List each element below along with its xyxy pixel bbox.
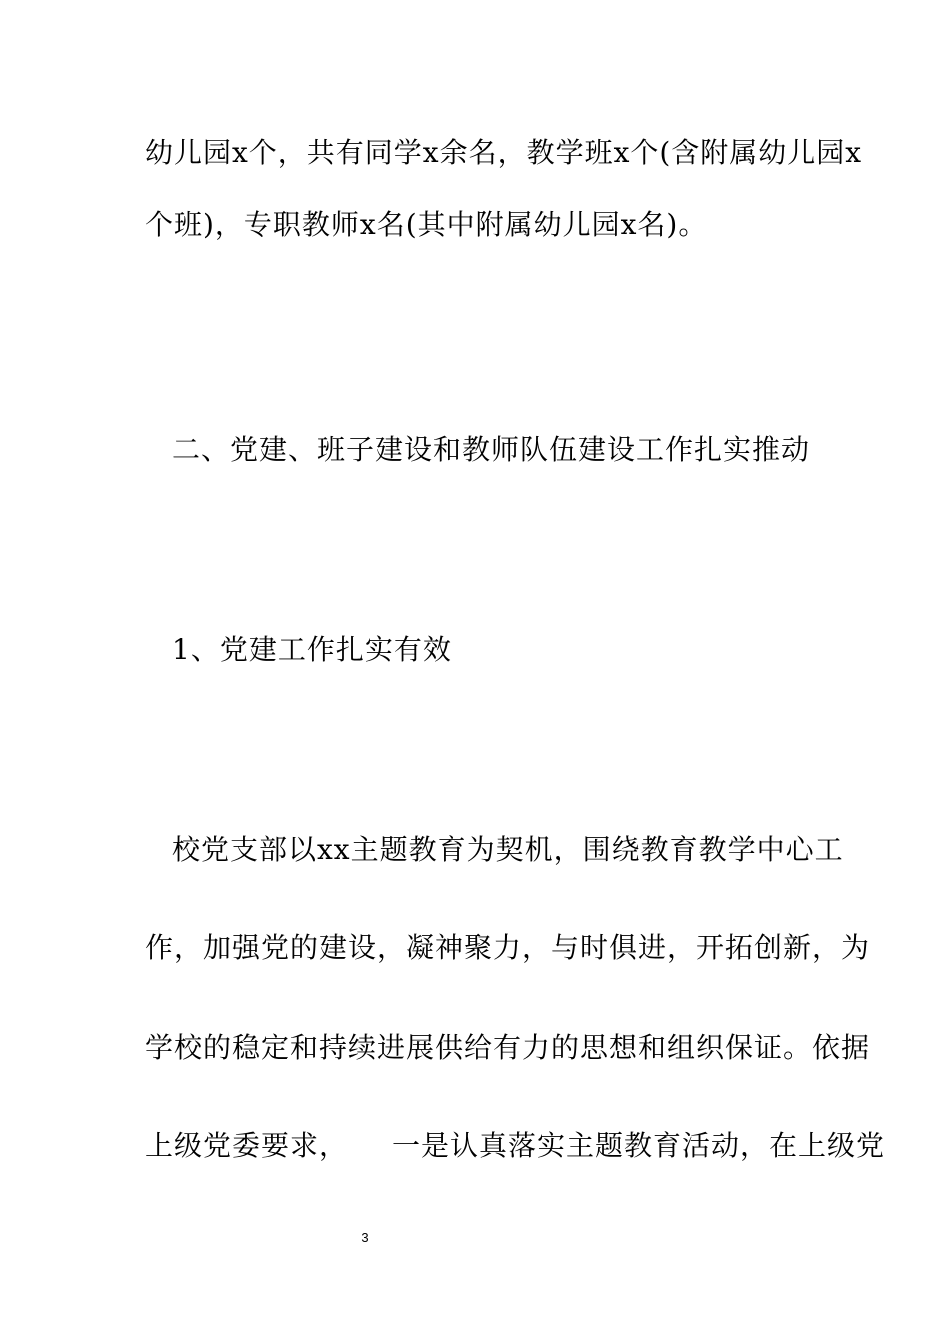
body-text-line: 作，加强党的建设，凝神聚力，与时俱进，开拓创新，为 (145, 931, 871, 964)
subsection-heading: 1、党建工作扎实有效 (172, 633, 452, 666)
page-number: 3 (361, 1230, 369, 1245)
body-text-line: 上级党委要求， 一是认真落实主题教育活动，在上级党 (145, 1129, 886, 1162)
section-heading: 二、党建、班子建设和教师队伍建设工作扎实推动 (172, 433, 811, 466)
body-text-line: 学校的稳定和持续进展供给有力的思想和组织保证。依据 (145, 1031, 871, 1064)
body-text-line: 个班)，专职教师x名(其中附属幼儿园x名)。 (145, 208, 708, 241)
body-text-line: 校党支部以xx主题教育为契机，围绕教育教学中心工 (172, 833, 844, 866)
body-text-line: 幼儿园x个，共有同学x余名，教学班x个(含附属幼儿园x (145, 136, 863, 169)
